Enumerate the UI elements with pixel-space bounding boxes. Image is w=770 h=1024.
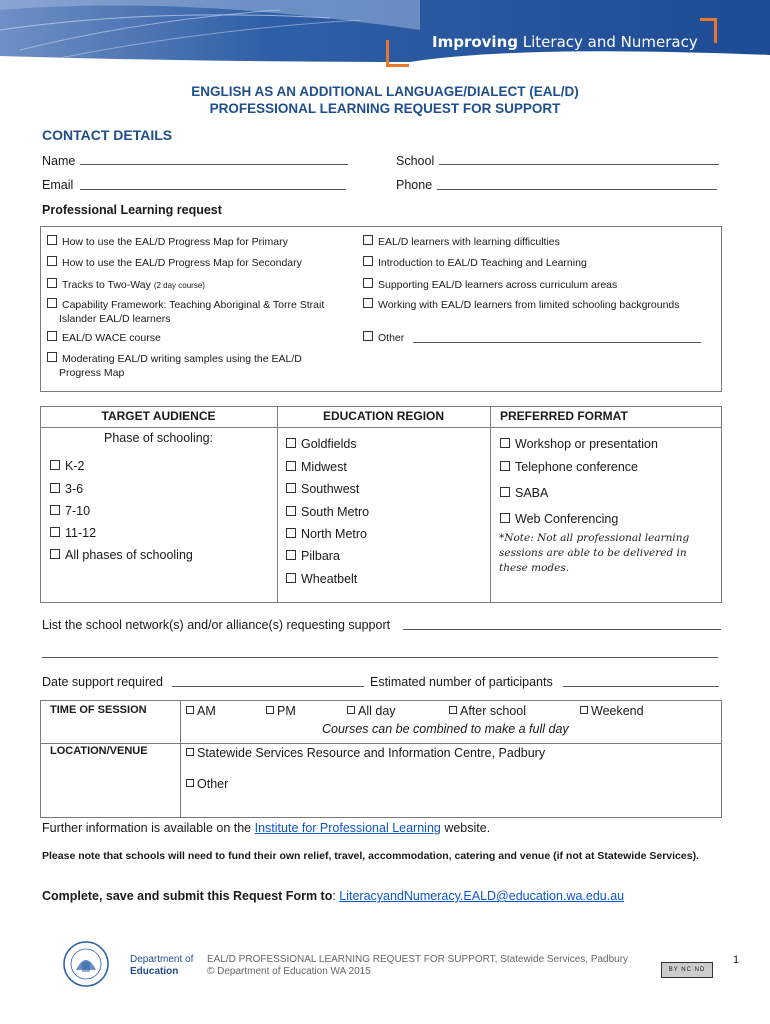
pl-option-moderating[interactable]: Moderating EAL/D writing samples using the EAL/D [47, 352, 302, 365]
date-label: Date support required [42, 675, 163, 689]
audience-3-6[interactable]: 3-6 [50, 482, 83, 496]
page-number: 1 [733, 954, 740, 966]
location-venue-label: LOCATION/VENUE [50, 745, 148, 757]
education-region-header: EDUCATION REGION [322, 409, 445, 423]
network-field-line2[interactable] [42, 657, 718, 658]
checkbox-icon[interactable] [286, 573, 296, 583]
checkbox-icon[interactable] [363, 278, 373, 288]
checkbox-icon[interactable] [286, 550, 296, 560]
pl-option-wace[interactable]: EAL/D WACE course [47, 331, 161, 344]
preferred-format-header: PREFERRED FORMAT [500, 409, 628, 423]
pl-option-limited-schooling[interactable]: Working with EAL/D learners from limited schooling backgrounds [363, 298, 680, 311]
checkbox-icon[interactable] [47, 298, 57, 308]
pl-option-capability[interactable]: Capability Framework: Teaching Aboriginal & Torre Strait [47, 298, 324, 311]
checkbox-icon[interactable] [500, 461, 510, 471]
checkbox-icon[interactable] [186, 748, 194, 756]
orange-corner-bottom-left [386, 40, 409, 67]
checkbox-icon[interactable] [363, 235, 373, 245]
region-wheatbelt[interactable]: Wheatbelt [286, 572, 357, 586]
session-row-divider [40, 743, 722, 744]
audience-11-12[interactable]: 11-12 [50, 526, 96, 540]
participants-field[interactable] [563, 686, 719, 687]
session-pm[interactable]: PM [266, 704, 296, 718]
audience-7-10[interactable]: 7-10 [50, 504, 90, 518]
page-title-line1: ENGLISH AS AN ADDITIONAL LANGUAGE/DIALECT (EAL/D) [191, 84, 579, 99]
checkbox-icon[interactable] [500, 513, 510, 523]
audience-k2[interactable]: K-2 [50, 459, 84, 473]
submit-email-link[interactable]: LiteracyandNumeracy.EALD@education.wa.edu.au [339, 889, 625, 903]
format-workshop[interactable]: Workshop or presentation [500, 437, 658, 451]
session-all-day[interactable]: All day [347, 704, 396, 718]
checkbox-icon[interactable] [580, 706, 588, 714]
checkbox-icon[interactable] [47, 256, 57, 266]
checkbox-icon[interactable] [186, 706, 194, 714]
phase-of-schooling-label: Phase of schooling: [104, 431, 214, 445]
checkbox-icon[interactable] [50, 460, 60, 470]
session-weekend[interactable]: Weekend [580, 704, 644, 718]
table-col-divider-2 [490, 406, 491, 603]
checkbox-icon[interactable] [266, 706, 274, 714]
wa-crest-icon [62, 940, 122, 988]
format-note: *Note: Not all professional learning sessions are able to be delivered in these modes. [499, 532, 690, 574]
checkbox-icon[interactable] [286, 438, 296, 448]
pl-option-curriculum[interactable]: Supporting EAL/D learners across curriculum areas [363, 278, 617, 291]
checkbox-icon[interactable] [363, 256, 373, 266]
name-label: Name [42, 154, 76, 168]
pl-option-capability-cont: Islander EAL/D learners [59, 313, 171, 325]
checkbox-icon[interactable] [47, 331, 57, 341]
time-of-session-label: TIME OF SESSION [50, 704, 147, 716]
session-am[interactable]: AM [186, 704, 216, 718]
dept-logo-text: Department of Education [130, 954, 194, 977]
pl-option-difficulties[interactable]: EAL/D learners with learning difficulties [363, 235, 560, 248]
page-title-line2: PROFESSIONAL LEARNING REQUEST FOR SUPPORT [209, 101, 561, 116]
checkbox-icon[interactable] [47, 352, 57, 362]
region-south-metro[interactable]: South Metro [286, 505, 369, 519]
session-col-divider [180, 700, 181, 818]
network-field[interactable] [403, 629, 721, 630]
audience-all[interactable]: All phases of schooling [50, 548, 193, 562]
format-telephone[interactable]: Telephone conference [500, 460, 638, 474]
phone-label: Phone [396, 178, 433, 192]
school-label: School [396, 154, 435, 168]
format-web-conferencing[interactable]: Web Conferencing [500, 512, 618, 526]
region-pilbara[interactable]: Pilbara [286, 549, 340, 563]
region-southwest[interactable]: Southwest [286, 482, 359, 496]
network-label: List the school network(s) and/or alliance(s) requesting support [42, 618, 391, 632]
venue-other[interactable]: Other [186, 777, 228, 791]
target-audience-header: TARGET AUDIENCE [101, 409, 216, 423]
cc-license-icon: BY NC ND [661, 962, 713, 978]
pl-option-secondary[interactable]: How to use the EAL/D Progress Map for Secondary [47, 256, 302, 269]
phone-field[interactable] [437, 189, 717, 190]
checkbox-icon[interactable] [286, 461, 296, 471]
checkbox-icon[interactable] [186, 779, 194, 787]
checkbox-icon[interactable] [50, 505, 60, 515]
checkbox-icon[interactable] [286, 506, 296, 516]
checkbox-icon[interactable] [50, 549, 60, 559]
pl-option-primary[interactable]: How to use the EAL/D Progress Map for Primary [47, 235, 288, 248]
table-col-divider-1 [277, 406, 278, 603]
contact-details-heading: CONTACT DETAILS [42, 127, 173, 143]
orange-corner-top-right [700, 18, 717, 43]
pl-request-heading: Professional Learning request [42, 203, 222, 217]
ipl-link[interactable]: Institute for Professional Learning [254, 821, 441, 835]
pl-option-intro[interactable]: Introduction to EAL/D Teaching and Learning [363, 256, 587, 269]
please-note: Please note that schools will need to fund their own relief, travel, accommodation, catering and venue (if not at Statewide Services). [42, 850, 699, 862]
pl-option-other[interactable]: Other [363, 331, 404, 344]
checkbox-icon[interactable] [47, 278, 57, 288]
checkbox-icon[interactable] [50, 483, 60, 493]
combine-note: Courses can be combined to make a full day [322, 722, 569, 736]
email-label: Email [42, 178, 74, 192]
footer-text: EAL/D PROFESSIONAL LEARNING REQUEST FOR SUPPORT, Statewide Services, Padbury © Department of Education WA 2015 [207, 954, 629, 977]
checkbox-icon[interactable] [500, 487, 510, 497]
checkbox-icon[interactable] [449, 706, 457, 714]
checkbox-icon[interactable] [500, 438, 510, 448]
name-field[interactable] [80, 164, 348, 165]
checkbox-icon[interactable] [286, 483, 296, 493]
checkbox-icon[interactable] [286, 528, 296, 538]
date-field[interactable] [172, 686, 364, 687]
pl-option-moderating-cont: Progress Map [59, 367, 125, 379]
checkbox-icon[interactable] [363, 298, 373, 308]
email-field[interactable] [80, 189, 346, 190]
region-goldfields[interactable]: Goldfields [286, 437, 357, 451]
session-after-school[interactable]: After school [449, 704, 526, 718]
checkbox-icon[interactable] [50, 527, 60, 537]
format-saba[interactable]: SABA [500, 486, 548, 500]
participants-label: Estimated number of participants [370, 675, 553, 689]
region-north-metro[interactable]: North Metro [286, 527, 367, 541]
checkbox-icon[interactable] [347, 706, 355, 714]
banner-title: Improving Literacy and Numeracy [432, 33, 698, 51]
checkbox-icon[interactable] [47, 235, 57, 245]
pl-other-field[interactable] [413, 342, 701, 343]
checkbox-icon[interactable] [363, 331, 373, 341]
venue-padbury[interactable]: Statewide Services Resource and Information Centre, Padbury [186, 746, 545, 760]
pl-option-tracks[interactable]: Tracks to Two-Way (2 day course) [47, 278, 205, 291]
table-header-divider [40, 427, 722, 428]
submit-line: Complete, save and submit this Request Form to: LiteracyandNumeracy.EALD@education.wa.edu.au [42, 889, 625, 903]
further-info: Further information is available on the Institute for Professional Learning website. [42, 821, 491, 835]
region-midwest[interactable]: Midwest [286, 460, 347, 474]
school-field[interactable] [439, 164, 719, 165]
